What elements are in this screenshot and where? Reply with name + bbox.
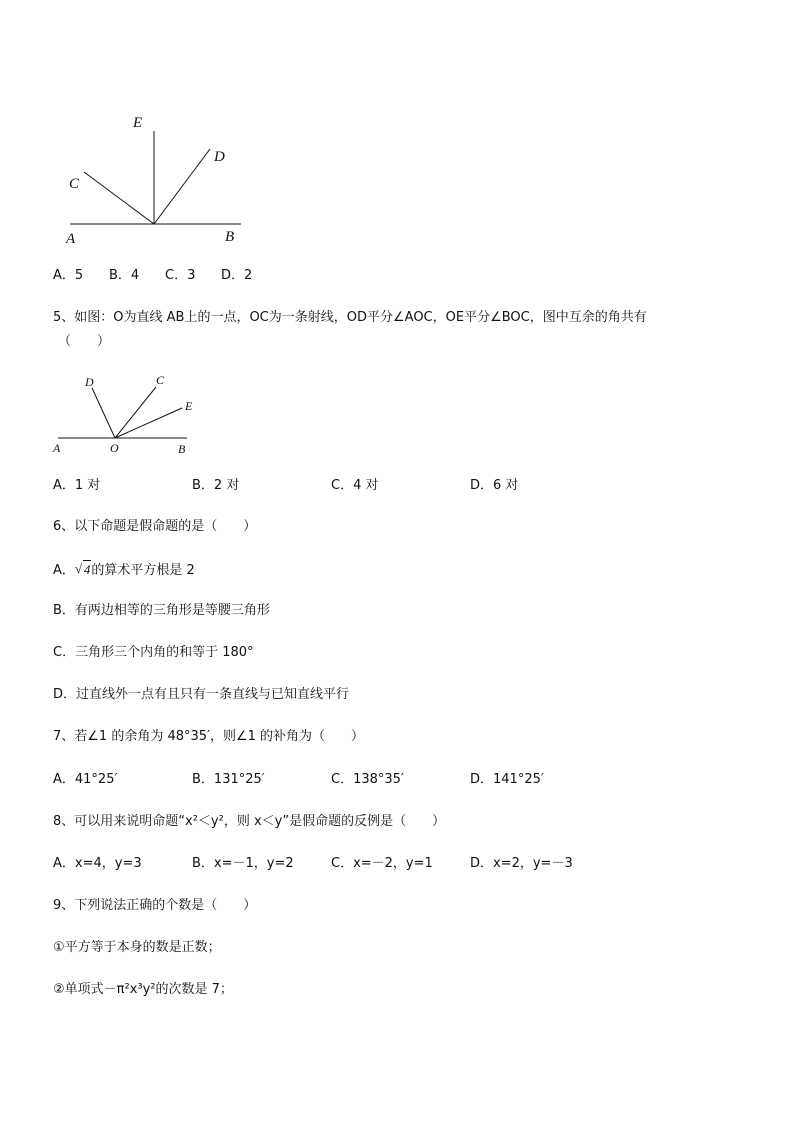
q5-option-d: D．6 对 [470,478,519,493]
q7-stem: 7、若∠1 的余角为 48°35′，则∠1 的补角为（ ） [53,729,365,744]
label-D: D [85,375,94,389]
q6-option-b: B．有两边相等的三角形是等腰三角形 [53,603,270,618]
label-E: E [185,399,193,413]
label-A: A [66,231,76,247]
q7-option-b: B．131°25′ [192,772,265,787]
label-A: A [53,441,61,455]
q8-option-a: A．x=4，y=3 [53,856,142,871]
radicand: 4 [83,562,91,577]
q5-stem-paren: （ ） [58,334,111,349]
q4-option-c: C．3 [165,268,196,283]
sqrt-symbol [75,560,92,580]
q5-options [53,477,518,495]
q8-option-c: C．x=－2，y=1 [331,856,433,871]
label-D: D [214,149,225,165]
q8-options [53,855,573,873]
label-B: B [225,229,235,245]
label-O: O [110,441,119,455]
radical-sign: √ [74,561,83,576]
q7-option-c: C．138°35′ [331,772,404,787]
q4-option-b: B．4 [109,268,140,283]
q9-item-2: ②单项式－π²x³y²的次数是 7； [53,982,233,997]
q5-option-b: B．2 对 [192,478,240,493]
q7-options [53,771,544,789]
q4-option-d: D．2 [221,268,253,283]
q6-option-a-prefix: A． [53,563,75,578]
q6-option-a-text: 的算术平方根是 2 [91,563,195,578]
q5-stem: 5、如图：O为直线 AB上的一点，OC为一条射线，OD平分∠AOC，OE平分∠BOC，图中互余的角共有 [53,310,647,325]
label-E: E [133,115,143,131]
q9-stem: 9、下列说法正确的个数是（ ） [53,898,257,913]
label-B: B [178,442,186,456]
q4-option-a: A．5 [53,268,84,283]
figure-angles-ABCDE [60,105,260,255]
q5-option-c: C．4 对 [331,478,379,493]
q7-option-a: A．41°25′ [53,772,118,787]
q4-options [53,267,252,285]
q5-option-a: A．1 对 [53,478,101,493]
label-C: C [69,176,80,192]
q7-option-d: D．141°25′ [470,772,544,787]
q8-stem: 8、可以用来说明命题“x²＜y²，则 x＜y”是假命题的反例是（ ） [53,814,446,829]
ray-OC [115,387,156,438]
ray-OE [115,408,182,438]
q8-option-d: D．x=2，y=－3 [470,856,573,871]
figure-angles-AOB [48,368,208,460]
q9-item-1: ①平方等于本身的数是正数； [53,940,221,955]
ray-D [154,149,210,224]
q6-stem: 6、以下命题是假命题的是（ ） [53,519,257,534]
q8-option-b: B．x=－1，y=2 [192,856,294,871]
label-C: C [156,373,165,387]
q6-option-d: D．过直线外一点有且只有一条直线与已知直线平行 [53,687,350,702]
q6-option-c: C．三角形三个内角的和等于 180° [53,645,254,660]
q6-option-a [53,560,195,580]
ray-OD [92,388,115,438]
ray-C [84,172,154,224]
